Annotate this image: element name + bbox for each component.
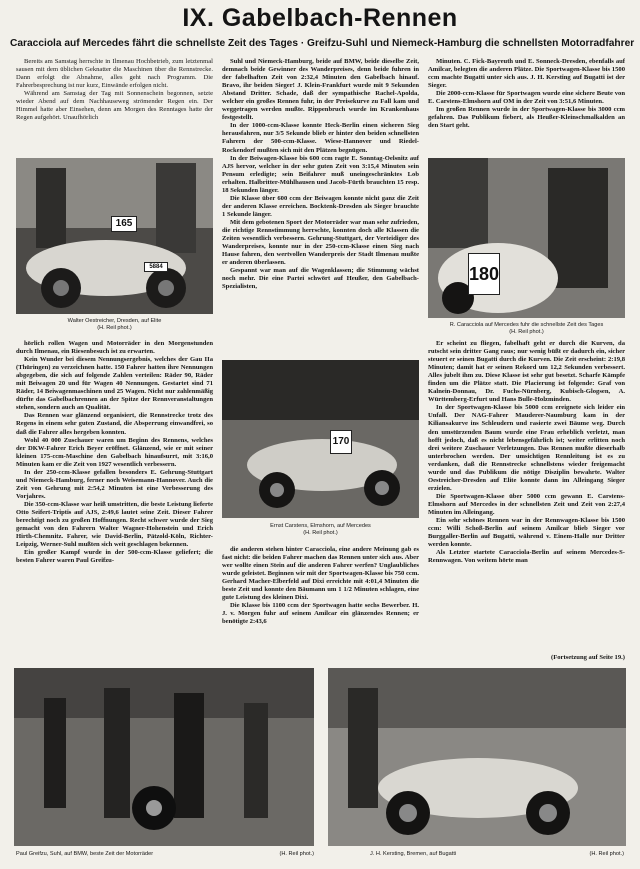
paragraph: die anderen stehen hinter Caracciola, eine andere Meinung gab es fast nicht: die beiden Fahrer machen das Rennen unter sich aus. Aber wer wollte einen Stein auf die anderen Fahrer werfen? Unglaubliches wurde geleistet. Beginnen wir mit der Sportwagen-Klasse bis 750 ccm. Gerhard Macher-Elberfeld auf Dixi erreichte mit 4:01,4 Minuten die beste Zeit und konnte den Bäumann um 1 1/2 Minuten schlagen, eine gute Leistung des kleinen Dixi. (222, 546, 419, 602)
caption-credit: (H. Reil phot.) (303, 530, 338, 536)
photo-3-caption (222, 523, 419, 537)
paragraph: Minuten. C. Fick-Bayreuth und E. Sonneck-Dresden, ebenfalls auf Amilcar, belegten die anderen Plätze. Die Sportwagen-Klasse bis 1500 ccm machte Bugatti unter sich aus. J. H. Kersting auf Bugatti ist der Sieger. (428, 58, 625, 90)
photo-4-caption: Paul Greifzu, Suhl, auf BMW, beste Zeit der Motorräder (16, 851, 154, 857)
photo-2-caption (428, 322, 625, 336)
paragraph: Ein großer Kampf wurde in der 500-ccm-Klasse geliefert; die besten Fahrer waren Paul Greifzu- (16, 549, 213, 565)
photo-greifzu-bmw (14, 668, 314, 846)
paragraph: Die 2000-ccm-Klasse für Sportwagen wurde eine sichere Beute von E. Carstens-Elmshorn auf OM in der Zeit von 3:51,6 Minuten. (428, 90, 625, 106)
caption-credit: (H. Reil phot.) (509, 329, 544, 335)
caption-text: Walter Oestreicher, Dresden, auf Elite (67, 318, 162, 324)
paragraph: Er scheint zu fliegen, fabelhaft geht er durch die Kurven, da rutscht sein dritter Gang raus; nur wenig büßt er dadurch ein, sicher steuert er seinen Bugatti durch die Kurven. Die Zeit erscheint: 2:19,8 Minuten; damit hat er seinen Rekord um 12,2 Sekunden verbessert. Alles jubelt ihm zu. Diese Klasse ist sehr gut besetzt. Scharfe Kämpfe finden um die Plätze statt. Die Placierung ist folgende: Graf von Kalnein-Donnau, Dr. Fuchs-Nürnberg, Kubisch-Glogsen, A. Württemberg-Erfurt und Hans Bulle-Holzminden. (428, 340, 625, 404)
column-1-bottom-text (16, 340, 213, 662)
paragraph: Die Klasse bis 1100 ccm der Sportwagen hatte sechs Bewerber. H. J. v. Morgen fuhr auf seinem Amilcar ein glänzendes Rennen; er benötigte 2:43,6 (222, 602, 419, 626)
page-subtitle: Caracciola auf Mercedes fährt die schnellste Zeit des Tages · Greifzu-Suhl und Niemeck-Hamburg die schnellsten Motorradfahrer (10, 38, 635, 49)
paragraph: In der 250-ccm-Klasse gefallen besonders E. Gehrung-Stuttgart und Niemeck-Hamburg, ferner noch Weisemann-Hannover. Auch die Zeit von Gehrung mit 2:54,2 Minuten ist eine Verbesserung des Vorjahres. (16, 468, 213, 500)
paragraph: Die Klasse über 600 ccm der Beiwagen konnte nicht ganz die Zeit der anderen Klasse erreichen. Bocktenk-Dresden als Sieger brauchte 1 Sekunde länger. (222, 194, 419, 218)
paragraph: Das Rennen war glänzend organisiert, die Rennstrecke trotz des Regens in einem sehr guten Zustand, die Absperrung einwandfrei, so daß die Fahrer alles hergeben konnten. (16, 412, 213, 436)
paragraph: Die 350-ccm-Klasse war heiß umstritten, die beste Leistung lieferte Otto Seifert-Triptis auf AJS, 2:49,6 lautet seine Zeit. Dieser Fahrer berechtigt noch zu großen Hoffnungen. Recht schwer wurde der Sieg gemacht von den Fahrern Walter Wagner-Hohenstein und Erich Hirth-Chemnitz. Fahrer, wie David-Berlin, Pätzold-Köln, Richter-Leipzig, Werner-Suhl mußten sich weit geschlagen bekennen. (16, 500, 213, 549)
paragraph: Im großen Rennen wurde in der Sportwagen-Klasse bis 3000 ccm gefahren. Das Publikum fiebert, als Heußer-Kleinschmalkalden an den Start geht. (428, 106, 625, 130)
paragraph: Gespannt war man auf die Wagenklassen; die Stimmung wächst noch mehr. Die eine Partei schwört auf Heußer, den Gabelbach-Spezialisten, (222, 267, 419, 291)
continued-note: (Fortsetzung auf Seite 19.) (551, 654, 625, 661)
page-title: IX. Gabelbach-Rennen (182, 4, 458, 32)
license-plate: 5884 (144, 262, 168, 272)
paragraph: Während am Samstag der Tag mit Sonnenschein begonnen, setzte wieder Abend auf dem Nachhauseweg strömender Regen ein. Der Himmel hatte aber Einsehen, denn am Morgen des Renntages hatte der Regen aufgehört. Unaufhörlich (16, 90, 213, 122)
photo-carstens-mercedes (222, 360, 419, 518)
photo-greifzu-graphic (14, 668, 314, 846)
paragraph: Als Letzter startete Caracciola-Berlin auf seinem Mercedes-S-Rennwagen. Von weitem hörte man (428, 549, 625, 565)
photo-oestreicher-graphic (16, 158, 213, 314)
paragraph: In der 1000-ccm-Klasse konnte Heck-Berlin einen sicheren Sieg herausfahren, nur 3/5 Sekunde blieb er hinter den beiden schnellsten Fahrern der 500-ccm-Klasse. Wiese-Hannover und Riedel-Rockendorf mußten sich mit den Plätzen begnügen. (222, 122, 419, 154)
photo-5-caption: J. H. Kersting, Bremen, auf Bugatti (370, 851, 457, 857)
column-3-bottom-text (428, 340, 625, 652)
paragraph: In der Sportwagen-Klasse bis 5000 ccm ereignete sich leider ein Unfall. Der NAG-Fahrer Mauderer-Naumburg kam in der Kiliansakurve ins Schleudern und rasierte zwei Bäume weg. Durch den umstürzenden Baum wurde eine Frau erheblich verletzt, man hofft jedoch, daß es nicht lebensgefährlich ist; weiter erlitten noch drei weitere Zuschauer Verletzungen. Das Rennen mußte dieserhalb unterbrochen werden. Der umsichtigen Rennleitung ist es zu verdanken, daß die Rennstrecke schnellstens wieder freigemacht wurde und das Publikum die nötige Disziplin bewahrte. Walter Oestreicher-Dresden auf Elite konnte dann im Alleingang Sieger erzielen. (428, 404, 625, 492)
photo-kersting-bugatti (328, 668, 626, 846)
column-2-top-text (222, 58, 419, 356)
paragraph: Bereits am Samstag herrschte in Ilmenau Hochbetrieb, zum letztenmal sausen mit dem üblichen Geknatter die Maschinen über die Rennstrecke. Dann erfolgt die Abnahme, alles geht nach Programm. Die Fahrerbesprechung ist nur kurz, Einwände erfolgen nicht. (16, 58, 213, 90)
photo-kersting-graphic (328, 668, 626, 846)
car-number-badge: 180 (468, 253, 500, 295)
photo-5-credit: (H. Reil phot.) (589, 851, 624, 857)
paragraph: Die Sportwagen-Klasse über 5000 ccm gewann E. Carstens-Elmshorn auf Mercedes in der schnellsten Zeit und Zeit von 2:27,4 Minuten im Alleingang. (428, 492, 625, 516)
paragraph: Kein Wunder bei diesem Nennungsergebnis, welches der Gau IIa (Thüringen) zu verzeichnen hatte. 150 Fahrer hatten ihre Nennungen abgegeben, die sich auf folgende Zahlen verteilen: Räder 90, Räder mit Beiwagen 20 und für Wagen 40 Nennungen. Gestartet sind 71 Räder, 14 Beiwagenmaschinen und 25 Wagen. Nicht nur zahlenmäßig dürfte das Gabelbachrennen an der Spitze der Rennveranstaltungen stehen, sondern auch an Qualität. (16, 356, 213, 412)
photo-4-credit: (H. Reil phot.) (279, 851, 314, 857)
column-2-bottom-text (222, 546, 419, 662)
paragraph: Ein sehr schönes Rennen war in der Rennwagen-Klasse bis 1500 ccm: Willi Schoß-Berlin auf seinem Amilcar blieb Sieger vor Burggaller-Berlin auf Bugatti, während v. Einem-Halle nur Dritter werden konnte. (428, 517, 625, 549)
photo-1-caption (16, 318, 213, 332)
paragraph: Wohl 40 000 Zuschauer waren um Beginn des Rennens, welches der DKW-Fahrer Erich Beyer eröffnet. Glänzend, wie er mit seiner kleinen 175-ccm-Maschine den Gabelbach hinaufsurrt, mit 3:16,0 Minuten kam er die Zeit von 1927 wesentlich verbessern. (16, 436, 213, 468)
paragraph: Mit dem gebotenen Sport der Motorräder war man sehr zufrieden, die richtige Rennstimmung herrschte, konnten doch alle Klassen die Zeiten wesentlich verbessern. Gehrung-Stuttgart, der Verteidiger des Wanderpreises, konnte nur in der 250-ccm-Klasse einen Sieg nach Hause fahren, den wertvollen Wanderpreis der Stadt Ilmenau mußte er anderen überlassen. (222, 218, 419, 267)
column-1-top-text (16, 58, 213, 154)
photo-caracciola-mercedes (428, 158, 625, 318)
caption-credit: (H. Reil phot.) (97, 325, 132, 331)
car-number-badge: 170 (330, 430, 352, 454)
paragraph: hörlich rollen Wagen und Motorräder in den Morgenstunden durch Ilmenau, ein Riesenbesuch ist zu erwarten. (16, 340, 213, 356)
caption-text: Ernst Carstens, Elmshorn, auf Mercedes (270, 523, 371, 529)
car-number-badge: 165 (111, 216, 137, 232)
paragraph: Suhl und Niemeck-Hamburg, beide auf BMW, beide dieselbe Zeit, demnach beide Gewinner des Wanderpreises, denn beide fuhren in der fabelhaften Zeit von 2:32,4 Minuten den Gabelbach hinauf. Bravo, ihr beiden Sieger! J. Klein-Frankfurt wurde mit 9 Sekunden Abstand Dritter. Schade, daß der sympathische Rachel-Apolda, welcher ein großes Rennen fuhr, in der Preisekurve zu Fall kam und weggetragen werden mußte. Rippenbruch wurde im Krankenhaus festgestellt. (222, 58, 419, 122)
column-3-top-text (428, 58, 625, 154)
paragraph: In der Beiwagen-Klasse bis 600 ccm ragte E. Sonntag-Oelsnitz auf AJS hervor, welcher in der sehr guten Zeit von 3:15,4 Minuten sein Pensum erledigte; sein Beifahrer muß uneingeschränktes Lob erhalten. Halbritter-Mühlhausen und Jacob-Fürth brauchten 15 resp. 18 Sekunden länger. (222, 154, 419, 194)
photo-oestreicher-elite (16, 158, 213, 314)
photo-carstens-graphic (222, 360, 419, 518)
photo-caracciola-graphic (428, 158, 625, 318)
caption-text: R. Caracciola auf Mercedes fuhr die schnellste Zeit des Tages (449, 322, 604, 328)
